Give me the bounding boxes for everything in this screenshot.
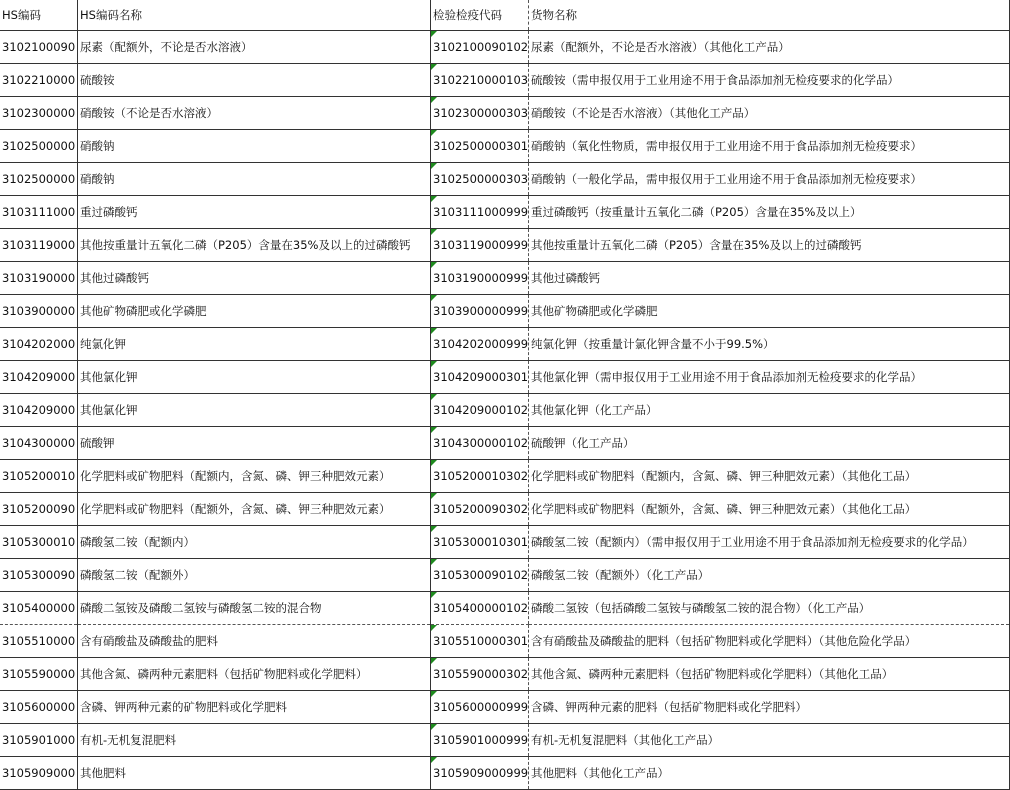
cell-hs-code[interactable] [0,394,78,427]
cell-hs-name[interactable] [78,460,431,493]
cell-text: 3102210000103 [433,73,529,87]
cell-hs-name[interactable] [78,592,431,625]
cell-text: 其他过磷酸钙 [531,271,600,285]
cell-text: 其他矿物磷肥或化学磷肥 [80,304,207,318]
cell-text: 其他矿物磷肥或化学磷肥 [531,304,658,318]
cell-hs-code[interactable] [0,262,78,295]
table-row [0,97,1010,130]
cell-goods-name[interactable] [529,658,1010,691]
cell-text: 其他氯化钾 [80,403,138,417]
cell-text: 3105510000 [2,634,76,648]
cell-text: 3103900000 [2,304,76,318]
cell-text: 硝酸钠 [80,172,115,186]
cell-goods-name[interactable] [529,724,1010,757]
cell-text: 3105200090302 [433,502,529,516]
cell-goods-name[interactable] [529,493,1010,526]
cell-text: 有机-无机复混肥料（其他化工产品） [531,733,720,747]
number-as-text-indicator-icon [431,361,437,367]
cell-text: 3103119000999 [433,238,529,252]
cell-ciq-code[interactable] [431,130,529,163]
header-hs-code[interactable]: HS编码 [0,0,78,31]
cell-text: 化学肥料或矿物肥料（配额外，含氮、磷、钾三种肥效元素） [80,502,391,516]
number-as-text-indicator-icon [431,196,437,202]
number-as-text-indicator-icon [431,691,437,697]
table-row [0,460,1010,493]
cell-text: 硫酸铵（需申报仅用于工业用途不用于食品添加剂无检疫要求的化学品） [531,73,899,87]
cell-ciq-code[interactable] [431,724,529,757]
cell-text: 3105909000999 [433,766,529,780]
cell-text: 3105300090 [2,568,76,582]
cell-hs-code[interactable] [0,31,78,64]
number-as-text-indicator-icon [431,724,437,730]
table-row [0,691,1010,724]
cell-hs-name[interactable] [78,31,431,64]
cell-hs-code[interactable] [0,295,78,328]
cell-text: 磷酸二氢铵及磷酸二氢铵与磷酸氢二铵的混合物 [80,601,322,615]
number-as-text-indicator-icon [431,97,437,103]
cell-goods-name[interactable] [529,295,1010,328]
table-row [0,394,1010,427]
cell-goods-name[interactable] [529,625,1010,658]
cell-ciq-code[interactable] [431,97,529,130]
cell-goods-name[interactable] [529,361,1010,394]
cell-hs-code[interactable] [0,691,78,724]
cell-hs-code[interactable] [0,97,78,130]
cell-text: 含有硝酸盐及磷酸盐的肥料（包括矿物肥料或化学肥料）（其他危险化学品） [531,634,917,648]
cell-text: 尿素（配额外，不论是否水溶液）（其他化工产品） [531,40,790,54]
cell-ciq-code[interactable] [431,625,529,658]
cell-text: 硫酸铵 [80,73,115,87]
number-as-text-indicator-icon [431,526,437,532]
cell-text: 3105600000 [2,700,76,714]
cell-text: 其他按重量计五氧化二磷（P205）含量在35%及以上的过磷酸钙 [531,238,862,252]
cell-text: 其他氯化钾（化工产品） [531,403,658,417]
number-as-text-indicator-icon [431,64,437,70]
cell-hs-code[interactable] [0,658,78,691]
cell-text: 纯氯化钾（按重量计氯化钾含量不小于99.5%） [531,337,775,351]
table-row [0,130,1010,163]
cell-text: 3102100090 [2,40,76,54]
cell-text: 硝酸钠（一般化学品，需申报仅用于工业用途不用于食品添加剂无检疫要求） [531,172,922,186]
cell-hs-name[interactable] [78,427,431,460]
cell-hs-name[interactable] [78,724,431,757]
number-as-text-indicator-icon [431,130,437,136]
cell-ciq-code[interactable] [431,163,529,196]
cell-hs-name[interactable] [78,262,431,295]
table-row [0,526,1010,559]
table-row [0,196,1010,229]
table-row [0,361,1010,394]
table-row [0,427,1010,460]
cell-text: 3105200090 [2,502,76,516]
cell-hs-name[interactable] [78,163,431,196]
cell-text: 含磷、钾两种元素的肥料（包括矿物肥料或化学肥料） [531,700,807,714]
cell-text: 3103900000999 [433,304,529,318]
table-row [0,328,1010,361]
header-goods-name[interactable]: 货物名称 [529,0,1010,31]
cell-text: 3105200010302 [433,469,529,483]
cell-text: 3102100090102 [433,40,529,54]
cell-text: 其他含氮、磷两种元素肥料（包括矿物肥料或化学肥料）（其他化工品） [531,667,894,681]
cell-text: 硫酸钾 [80,436,115,450]
cell-goods-name[interactable] [529,691,1010,724]
table-row [0,31,1010,64]
cell-hs-name[interactable] [78,97,431,130]
cell-text: 磷酸氢二铵（配额外）（化工产品） [531,568,710,582]
cell-goods-name[interactable] [529,229,1010,262]
cell-goods-name[interactable] [529,427,1010,460]
cell-hs-name[interactable] [78,757,431,790]
header-hs-name[interactable]: HS编码名称 [78,0,431,31]
cell-ciq-code[interactable] [431,196,529,229]
cell-hs-code[interactable] [0,427,78,460]
cell-text: 3105300010301 [433,535,529,549]
cell-goods-name[interactable] [529,592,1010,625]
cell-hs-name[interactable] [78,130,431,163]
cell-hs-code[interactable] [0,724,78,757]
cell-goods-name[interactable] [529,757,1010,790]
table-row [0,229,1010,262]
cell-hs-code[interactable] [0,328,78,361]
cell-ciq-code[interactable] [431,31,529,64]
cell-text: 硝酸钠 [80,139,115,153]
cell-text: 3102500000301 [433,139,529,153]
cell-text: 3104209000301 [433,370,529,384]
number-as-text-indicator-icon [431,427,437,433]
number-as-text-indicator-icon [431,559,437,565]
cell-text: 含有硝酸盐及磷酸盐的肥料 [80,634,218,648]
cell-hs-name[interactable] [78,229,431,262]
cell-hs-name[interactable] [78,295,431,328]
table-row [0,592,1010,625]
cell-text: 3105300010 [2,535,76,549]
cell-hs-code[interactable] [0,592,78,625]
cell-hs-code[interactable] [0,757,78,790]
cell-text: 3105400000 [2,601,76,615]
cell-text: 3104300000 [2,436,76,450]
cell-text: 化学肥料或矿物肥料（配额内，含氮、磷、钾三种肥效元素）（其他化工品） [531,469,917,483]
number-as-text-indicator-icon [431,757,437,763]
cell-text: 3102500000 [2,172,76,186]
cell-text: 重过磷酸钙（按重量计五氧化二磷（P205）含量在35%及以上） [531,205,862,219]
cell-text: 其他肥料（其他化工产品） [531,766,669,780]
table-row [0,658,1010,691]
cell-text: 硫酸钾（化工产品） [531,436,635,450]
cell-goods-name[interactable] [529,328,1010,361]
cell-text: 3104209000102 [433,403,529,417]
cell-text: 3105510000301 [433,634,529,648]
cell-text: 其他过磷酸钙 [80,271,149,285]
cell-text: 3104209000 [2,403,76,417]
number-as-text-indicator-icon [431,493,437,499]
cell-hs-code[interactable] [0,64,78,97]
cell-text: 3102210000 [2,73,76,87]
header-row [0,0,1010,31]
number-as-text-indicator-icon [431,229,437,235]
cell-hs-code[interactable] [0,196,78,229]
cell-ciq-code[interactable] [431,394,529,427]
number-as-text-indicator-icon [431,658,437,664]
cell-goods-name[interactable] [529,526,1010,559]
table-row [0,493,1010,526]
cell-ciq-code[interactable] [431,427,529,460]
cell-text: 其他含氮、磷两种元素肥料（包括矿物肥料或化学肥料） [80,667,368,681]
cell-text: 有机-无机复混肥料 [80,733,177,747]
cell-ciq-code[interactable] [431,658,529,691]
cell-goods-name[interactable] [529,163,1010,196]
cell-text: 3105901000999 [433,733,529,747]
number-as-text-indicator-icon [431,625,437,631]
cell-hs-name[interactable] [78,394,431,427]
header-ciq-code[interactable]: 检验检疫代码 [431,0,529,31]
cell-ciq-code[interactable] [431,691,529,724]
cell-text: 化学肥料或矿物肥料（配额外，含氮、磷、钾三种肥效元素）（其他化工品） [531,502,917,516]
cell-hs-code[interactable] [0,625,78,658]
cell-goods-name[interactable] [529,130,1010,163]
cell-text: 其他肥料 [80,766,126,780]
cell-hs-name[interactable] [78,361,431,394]
cell-text: 化学肥料或矿物肥料（配额内，含氮、磷、钾三种肥效元素） [80,469,391,483]
cell-text: 3103190000 [2,271,76,285]
cell-text: 3105300090102 [433,568,529,582]
cell-hs-code[interactable] [0,130,78,163]
cell-goods-name[interactable] [529,31,1010,64]
cell-hs-code[interactable] [0,460,78,493]
cell-text: 硝酸钠（氧化性物质，需申报仅用于工业用途不用于食品添加剂无检疫要求） [531,139,922,153]
table-row [0,163,1010,196]
cell-text: 硝酸铵（不论是否水溶液）（其他化工产品） [531,106,756,120]
cell-ciq-code[interactable] [431,460,529,493]
cell-text: 其他氯化钾（需申报仅用于工业用途不用于食品添加剂无检疫要求的化学品） [531,370,922,384]
cell-text: 3105901000 [2,733,76,747]
cell-hs-code[interactable] [0,361,78,394]
cell-hs-code[interactable] [0,559,78,592]
cell-text: 3103190000999 [433,271,529,285]
number-as-text-indicator-icon [431,328,437,334]
cell-ciq-code[interactable] [431,757,529,790]
cell-text: 3105909000 [2,766,76,780]
cell-text: 3104202000999 [433,337,529,351]
table-row [0,64,1010,97]
cell-ciq-code[interactable] [431,229,529,262]
cell-ciq-code[interactable] [431,295,529,328]
cell-ciq-code[interactable] [431,526,529,559]
cell-hs-code[interactable] [0,163,78,196]
cell-text: 3105600000999 [433,700,529,714]
cell-hs-name[interactable] [78,64,431,97]
cell-text: 3104300000102 [433,436,529,450]
cell-text: 重过磷酸钙 [80,205,138,219]
cell-hs-code[interactable] [0,229,78,262]
cell-goods-name[interactable] [529,460,1010,493]
cell-hs-name[interactable] [78,526,431,559]
number-as-text-indicator-icon [431,460,437,466]
cell-text: 3103111000 [2,205,76,219]
cell-goods-name[interactable] [529,559,1010,592]
cell-text: 3102500000303 [433,172,529,186]
cell-hs-name[interactable] [78,658,431,691]
number-as-text-indicator-icon [431,394,437,400]
cell-text: 3102500000 [2,139,76,153]
cell-text: 3105200010 [2,469,76,483]
cell-hs-code[interactable] [0,493,78,526]
cell-ciq-code[interactable] [431,64,529,97]
cell-hs-name[interactable] [78,625,431,658]
number-as-text-indicator-icon [431,295,437,301]
cell-text: 其他按重量计五氧化二磷（P205）含量在35%及以上的过磷酸钙 [80,238,411,252]
cell-ciq-code[interactable] [431,493,529,526]
cell-text: 尿素（配额外，不论是否水溶液） [80,40,253,54]
cell-text: 3105400000102 [433,601,529,615]
cell-text: 3102300000 [2,106,76,120]
cell-text: 3105590000 [2,667,76,681]
cell-hs-name[interactable] [78,328,431,361]
cell-ciq-code[interactable] [431,361,529,394]
cell-text: 磷酸二氢铵（包括磷酸二氢铵与磷酸氢二铵的混合物）（化工产品） [531,601,871,615]
cell-text: 硝酸铵（不论是否水溶液） [80,106,218,120]
table-row [0,295,1010,328]
table-row [0,724,1010,757]
table-row [0,262,1010,295]
cell-text: 含磷、钾两种元素的矿物肥料或化学肥料 [80,700,287,714]
cell-ciq-code[interactable] [431,559,529,592]
cell-text: 3103111000999 [433,205,529,219]
cell-hs-name[interactable] [78,691,431,724]
cell-ciq-code[interactable] [431,262,529,295]
cell-goods-name[interactable] [529,394,1010,427]
number-as-text-indicator-icon [431,262,437,268]
cell-hs-code[interactable] [0,526,78,559]
number-as-text-indicator-icon [431,31,437,37]
cell-ciq-code[interactable] [431,328,529,361]
table-row [0,757,1010,790]
number-as-text-indicator-icon [431,592,437,598]
cell-goods-name[interactable] [529,64,1010,97]
cell-text: 磷酸氢二铵（配额内） [80,535,195,549]
cell-goods-name[interactable] [529,97,1010,130]
number-as-text-indicator-icon [431,163,437,169]
cell-hs-name[interactable] [78,493,431,526]
cell-ciq-code[interactable] [431,592,529,625]
cell-text: 3103119000 [2,238,76,252]
cell-goods-name[interactable] [529,196,1010,229]
table-row [0,625,1010,658]
cell-text: 3102300000303 [433,106,529,120]
cell-goods-name[interactable] [529,262,1010,295]
table-row [0,559,1010,592]
cell-text: 其他氯化钾 [80,370,138,384]
cell-text: 磷酸氢二铵（配额外） [80,568,195,582]
cell-text: 纯氯化钾 [80,337,126,351]
cell-hs-name[interactable] [78,196,431,229]
cell-text: 3104209000 [2,370,76,384]
cell-text: 3105590000302 [433,667,529,681]
cell-hs-name[interactable] [78,559,431,592]
cell-text: 磷酸氢二铵（配额内）（需申报仅用于工业用途不用于食品添加剂无检疫要求的化学品） [531,535,974,549]
cell-text: 3104202000 [2,337,76,351]
